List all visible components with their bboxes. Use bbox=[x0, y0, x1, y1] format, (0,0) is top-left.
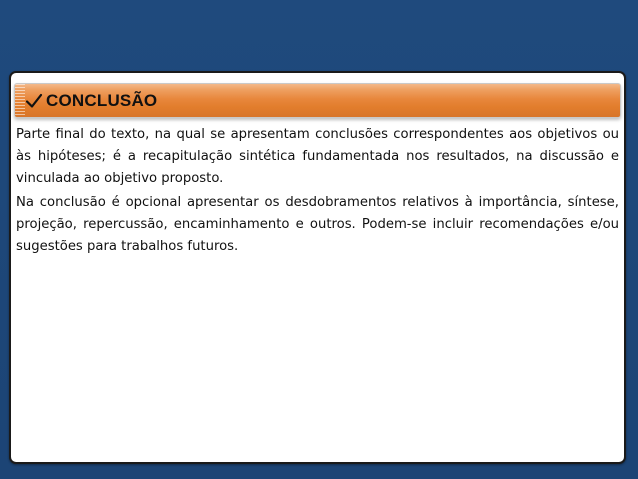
checkmark-icon bbox=[25, 92, 43, 110]
heading-bar bbox=[14, 83, 621, 118]
paragraph-2: Na conclusão é opcional apresentar os desdobramentos relativos à importância, síntese, projeção, repercussão, encaminhamento e outros. Podem-se incluir recomendações e/ou sugestões para trabalhos futuros. bbox=[16, 195, 619, 254]
paragraph-1: Parte final do texto, na qual se apresentam conclusões correspondentes aos objetivos ou às hipóteses; é a recapitulação sintética fundamentada nos resultados, na discussão e vinculada ao objetivo proposto. bbox=[16, 127, 619, 186]
heading-inner bbox=[25, 87, 157, 115]
body-text bbox=[16, 124, 619, 260]
heading-bar-texture bbox=[15, 84, 25, 117]
section-heading: CONCLUSÃO bbox=[46, 91, 158, 110]
